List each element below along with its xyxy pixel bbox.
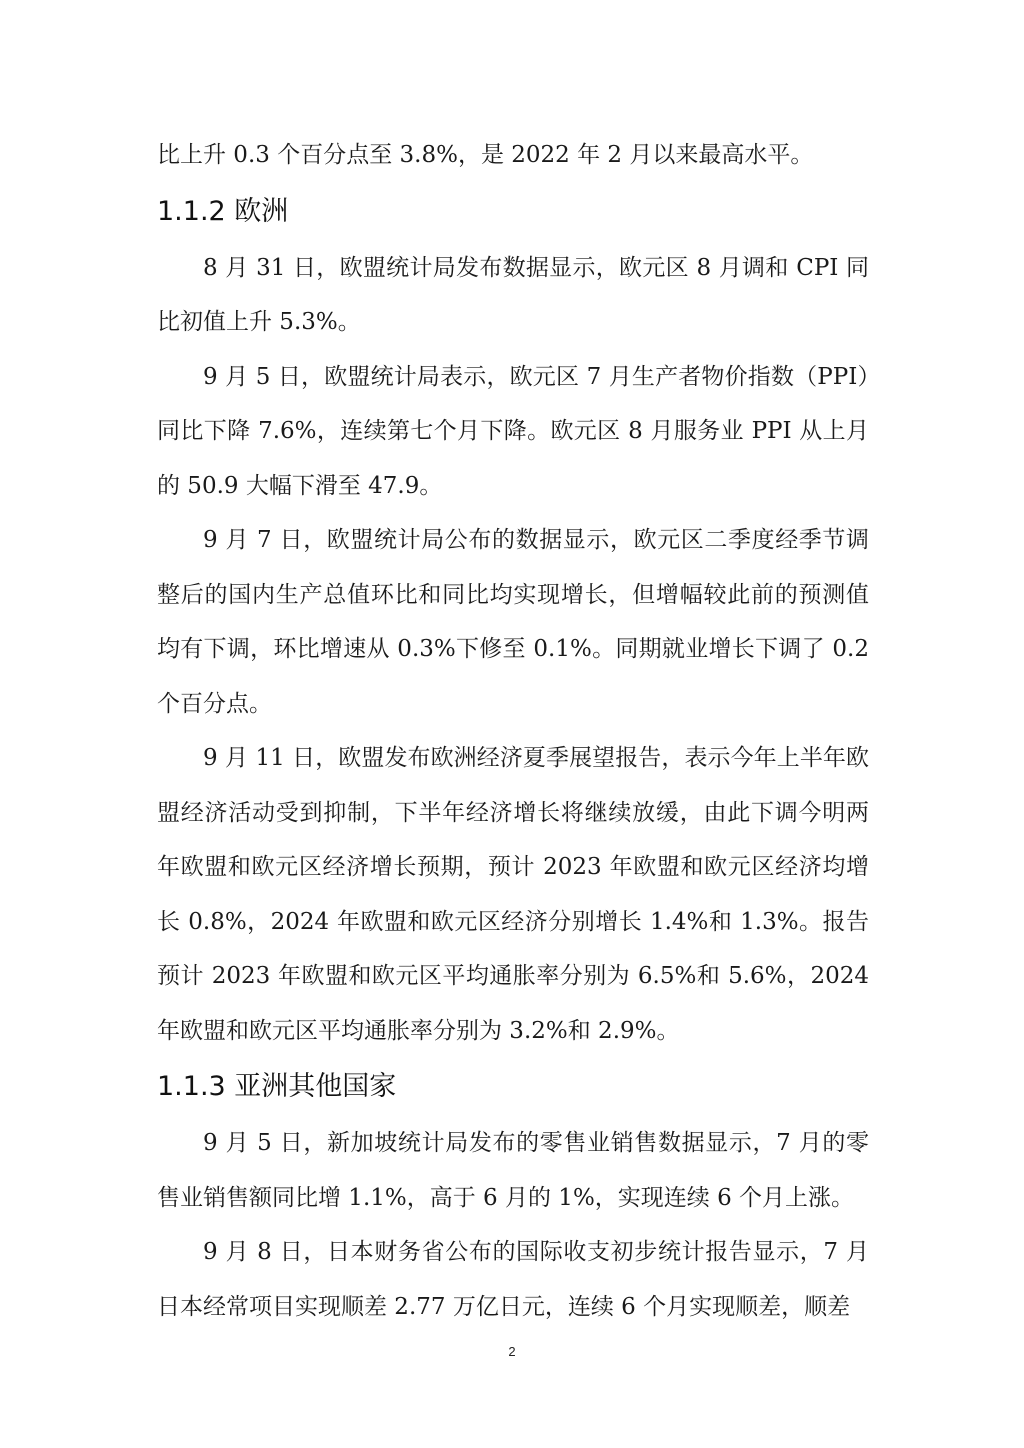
page-content <box>157 128 869 1334</box>
paragraph-japan-balance: 9 月 8 日，日本财务省公布的国际收支初步统计报告显示，7 月日本经常项目实现顺差 2.77 万亿日元，连续 6 个月实现顺差，顺差 <box>157 1239 869 1320</box>
paragraph-singapore-retail: 9 月 5 日，新加坡统计局发布的零售业销售数据显示，7 月的零售业销售额同比增 1.1%，高于 6 月的 1%，实现连续 6 个月上涨。 <box>157 1130 869 1211</box>
paragraph-eu-ppi: 9 月 5 日，欧盟统计局表示，欧元区 7 月生产者物价指数（PPI）同比下降 7.6%，连续第七个月下降。欧元区 8 月服务业 PPI 从上月的 50.9 大幅下滑至 47.9。 <box>157 363 869 499</box>
paragraph-us-continuation: 比上升 0.3 个百分点至 3.8%，是 2022 年 2 月以来最高水平。 <box>157 142 814 168</box>
heading-europe: 1.1.2 欧洲 <box>157 195 289 227</box>
paragraph-eu-cpi: 8 月 31 日，欧盟统计局发布数据显示，欧元区 8 月调和 CPI 同比初值上升 5.3%。 <box>157 254 869 335</box>
page-number: 2 <box>508 1344 516 1359</box>
heading-other-asia: 1.1.3 亚洲其他国家 <box>157 1071 397 1102</box>
paragraph-eu-gdp: 9 月 7 日，欧盟统计局公布的数据显示，欧元区二季度经季节调整后的国内生产总值环比和同比均实现增长，但增幅较此前的预测值均有下调，环比增速从 0.3%下修至 0.1%。同期就业增长下调了 0.2 个百分点。 <box>157 527 869 717</box>
paragraph-eu-outlook: 9 月 11 日，欧盟发布欧洲经济夏季展望报告，表示今年上半年欧盟经济活动受到抑制，下半年经济增长将继续放缓，由此下调今明两年欧盟和欧元区经济增长预期，预计 2023 年欧盟和欧元区经济均增长 0.8%，2024 年欧盟和欧元区经济分别增长 1.4%和 1.3%。报告预计 2023 年欧盟和欧元区平均通胀率分别为 6.5%和 5.6%，2024 年欧盟和欧元区平均通胀率分别为 3.2%和 2.9%。 <box>157 745 869 1044</box>
